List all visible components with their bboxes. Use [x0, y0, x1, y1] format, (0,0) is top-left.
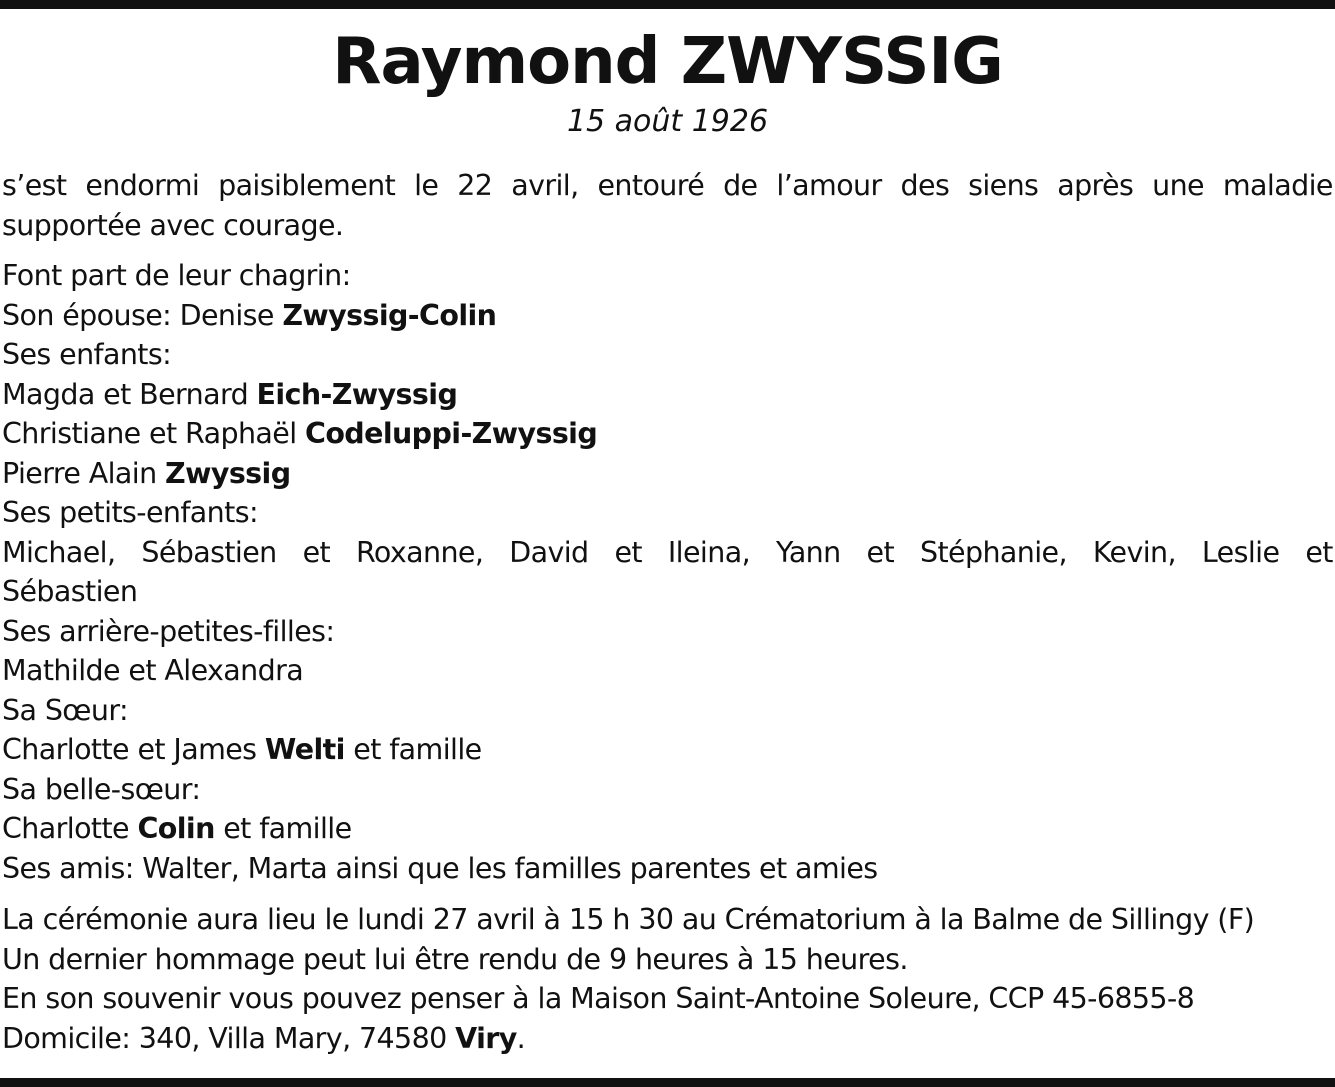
ceremony-line: La cérémonie aura lieu le lundi 27 avril à 15 h 30 au Crématorium à la Balme de Sillingy (F) [2, 903, 1255, 936]
child-surname: Codeluppi-Zwyssig [305, 417, 598, 450]
sister-in-law-names: Charlotte [2, 812, 138, 845]
child-line-3 [2, 454, 1333, 494]
birth-date: 15 août 1926 [566, 104, 769, 139]
word: une [1152, 169, 1204, 202]
sister-line [2, 730, 1333, 770]
domicile-period: . [516, 1021, 526, 1055]
sister-in-law-line [2, 809, 1333, 849]
word: paisiblement [218, 169, 396, 202]
child-surname: Zwyssig [165, 456, 291, 490]
intro-line-2: supportée avec courage. [2, 208, 344, 242]
announcement-intro [2, 166, 1333, 245]
word: Yann [775, 535, 841, 569]
word: et [866, 535, 895, 569]
word: siens [968, 169, 1039, 202]
domicile-city: Viry [455, 1021, 517, 1055]
word: entouré [597, 169, 705, 202]
word: l’amour [776, 169, 882, 202]
grandchildren-line-2: Sébastien [2, 575, 138, 608]
child-names: Pierre Alain [2, 456, 166, 490]
family-list [2, 256, 1333, 888]
ceremony-info [2, 900, 1333, 1058]
child-line-2 [2, 414, 1333, 454]
word: David [509, 535, 589, 569]
word: maladie [1222, 169, 1333, 202]
word: Sébastien [141, 535, 277, 569]
word: Stéphanie, [919, 535, 1067, 569]
family-intro: Font part de leur chagrin: [2, 259, 351, 292]
child-names: Christiane et Raphaël [2, 417, 305, 450]
word: et [1305, 535, 1333, 569]
word: 22 [457, 169, 493, 202]
word: et [614, 535, 642, 569]
word: avril, [511, 169, 579, 202]
child-surname: Eich-Zwyssig [256, 377, 458, 411]
word: après [1057, 169, 1134, 202]
domicile-address: Domicile: 340, Villa Mary, 74580 [2, 1021, 456, 1055]
word: et [302, 535, 331, 569]
top-rule [0, 0, 1335, 9]
word: le [414, 169, 439, 202]
deceased-name: Raymond ZWYSSIG [332, 25, 1003, 99]
friends-line: Ses amis: Walter, Marta ainsi que les familles parentes et amies [2, 851, 878, 885]
word: endormi [85, 169, 200, 202]
word: s’est [2, 169, 67, 202]
word: Roxanne, [355, 535, 484, 569]
grandchildren-line-1 [2, 533, 1333, 573]
word: Michael, [2, 535, 116, 569]
tribute-line: Un dernier hommage peut lui être rendu de 9 heures à 15 heures. [2, 942, 908, 976]
sister-in-law-label: Sa belle-sœur: [2, 772, 201, 806]
bottom-rule [0, 1078, 1335, 1087]
children-label: Ses enfants: [2, 338, 172, 371]
sister-suffix: et famille [344, 733, 482, 766]
great-grandchildren: Mathilde et Alexandra [2, 654, 304, 687]
word: de [723, 169, 758, 202]
word: des [900, 169, 950, 202]
sister-in-law-surname: Colin [137, 812, 215, 845]
word: Kevin, [1092, 535, 1176, 569]
sister-in-law-suffix: et famille [214, 812, 352, 845]
donation-line: En son souvenir vous pouvez penser à la Maison Saint-Antoine Soleure, CCP 45-6855-8 [2, 982, 1195, 1015]
spouse-line [2, 296, 1333, 336]
child-line-1 [2, 375, 1333, 415]
domicile-line [2, 1019, 1333, 1059]
sister-names: Charlotte et James [2, 733, 265, 766]
great-grandchildren-label: Ses arrière-petites-filles: [2, 614, 335, 648]
word: Leslie [1201, 535, 1280, 569]
child-names: Magda et Bernard [2, 377, 257, 411]
word: Ileina, [667, 535, 751, 569]
sister-label: Sa Sœur: [2, 693, 128, 727]
spouse-label: Son épouse: Denise [2, 298, 283, 332]
intro-line-1 [2, 166, 1333, 206]
grandchildren-label: Ses petits-enfants: [2, 496, 258, 529]
spouse-surname: Zwyssig-Colin [282, 298, 497, 332]
sister-surname: Welti [264, 733, 345, 766]
